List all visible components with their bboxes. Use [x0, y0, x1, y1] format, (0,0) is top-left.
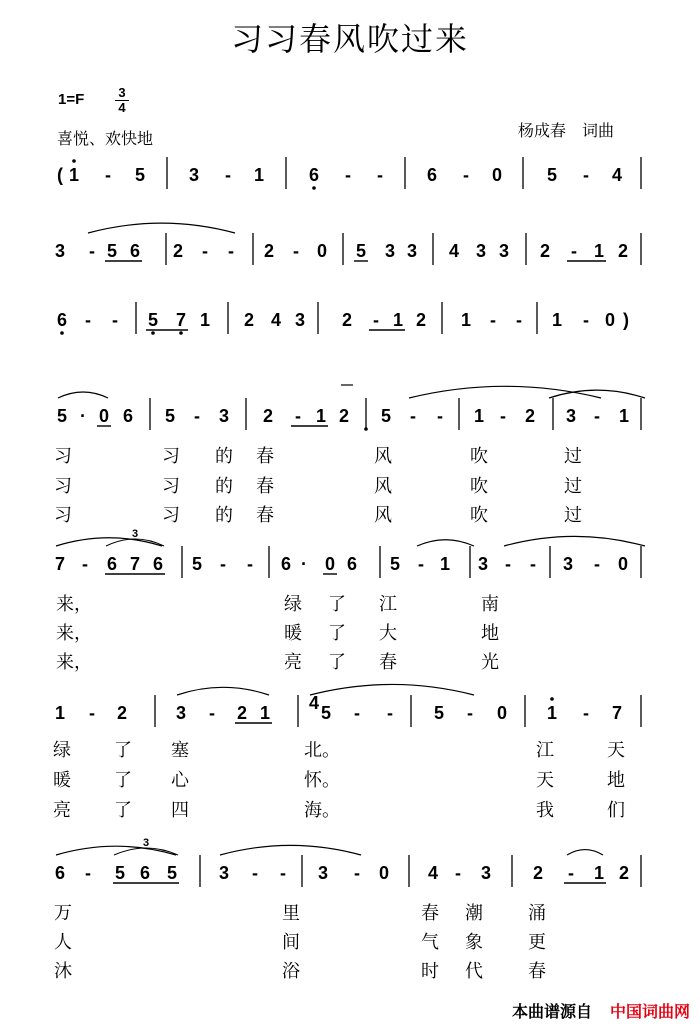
- note: 6: [54, 863, 66, 883]
- note: 0: [378, 863, 390, 883]
- note: 3: [188, 165, 200, 185]
- note: 3: [477, 554, 489, 574]
- note: 0: [604, 310, 616, 330]
- note: 5: [191, 554, 203, 574]
- note-dash: -: [516, 310, 522, 330]
- note: 4: [270, 310, 282, 330]
- lyric-verse-2: [54, 476, 582, 496]
- note-dash: -: [202, 241, 208, 261]
- lyric-syllable: 间: [282, 932, 300, 952]
- note: 6: [346, 554, 358, 574]
- note-dash: -: [505, 554, 511, 574]
- note-dash: -: [418, 554, 424, 574]
- lyric-syllable: 南: [481, 594, 499, 614]
- note: 4: [308, 693, 320, 713]
- lyric-syllable: 习: [162, 476, 180, 496]
- lyric-syllable: 来，: [56, 652, 92, 672]
- note: 7: [611, 703, 623, 723]
- note: 5: [164, 406, 176, 426]
- lyric-syllable: 气: [421, 932, 439, 952]
- lyric-syllable: 沐: [54, 961, 72, 981]
- lyric-syllable: 暖: [284, 623, 302, 643]
- note: 5: [56, 406, 68, 426]
- note: 3: [294, 310, 306, 330]
- note: ·: [301, 554, 307, 574]
- lyric-syllable: 风: [374, 505, 392, 525]
- lyric-syllable: 了: [328, 652, 346, 672]
- note: 2: [539, 241, 551, 261]
- slur: [177, 687, 269, 695]
- note-dash: -: [85, 310, 91, 330]
- lyric-syllable: 来，: [56, 623, 92, 643]
- note: 3: [498, 241, 510, 261]
- note: 2: [172, 241, 184, 261]
- note: 5: [106, 241, 118, 261]
- note-dash: -: [410, 406, 416, 426]
- lyric-verse-2: [54, 932, 546, 952]
- note: 6: [308, 165, 320, 185]
- note-dash: -: [463, 165, 469, 185]
- tuplet-number: 3: [131, 528, 139, 540]
- note: 2: [617, 241, 629, 261]
- score-row-7: [54, 837, 641, 981]
- source-site-link[interactable]: 中国词曲网: [609, 1002, 690, 1021]
- note-dash: -: [583, 703, 589, 723]
- note: 3: [475, 241, 487, 261]
- note: 3: [175, 703, 187, 723]
- lyric-syllable: 了: [328, 594, 346, 614]
- octave-dot-low: [312, 186, 316, 190]
- lyric-syllable: 吹: [470, 476, 488, 496]
- note-dash: -: [252, 863, 258, 883]
- note: 3: [317, 863, 329, 883]
- lyric-syllable: 来，: [56, 594, 92, 614]
- lyric-verse-3: [54, 961, 546, 981]
- note-dash: -: [568, 863, 574, 883]
- note: 2: [338, 406, 350, 426]
- slur: [58, 392, 108, 398]
- note: 3: [406, 241, 418, 261]
- note-dash: -: [594, 554, 600, 574]
- lyric-syllable: 习: [54, 476, 72, 496]
- note: 6: [56, 310, 68, 330]
- note: 2: [243, 310, 255, 330]
- note: 3: [218, 406, 230, 426]
- lyric-syllable: 里: [282, 903, 300, 923]
- lyric-syllable: 春: [256, 505, 274, 525]
- lyric-syllable: 吹: [470, 446, 488, 466]
- slur: [88, 223, 235, 233]
- lyric-syllable: 过: [564, 476, 582, 496]
- lyric-syllable: 风: [374, 476, 392, 496]
- lyric-verse-3: [53, 800, 625, 820]
- note-dash: -: [89, 703, 95, 723]
- lyric-syllable: 亮: [53, 800, 71, 820]
- note: 1: [439, 554, 451, 574]
- lyric-syllable: 天: [607, 740, 625, 760]
- lyric-syllable: 更: [528, 932, 546, 952]
- note: 3: [565, 406, 577, 426]
- note-dash: -: [85, 863, 91, 883]
- lyric-syllable: 大: [379, 623, 397, 643]
- note: 6: [152, 554, 164, 574]
- lyric-syllable: 习: [54, 505, 72, 525]
- note: 5: [134, 165, 146, 185]
- note: 1: [199, 310, 211, 330]
- note-dash: -: [530, 554, 536, 574]
- note-dash: -: [467, 703, 473, 723]
- note: 5: [389, 554, 401, 574]
- note: 7: [54, 554, 66, 574]
- slur: [310, 684, 474, 695]
- score-row-3: [57, 302, 629, 334]
- lyric-syllable: 春: [256, 476, 274, 496]
- note: 0: [491, 165, 503, 185]
- note: 3: [384, 241, 396, 261]
- song-title: 习习春风吹过来: [230, 20, 469, 58]
- octave-dot-low: [60, 331, 64, 335]
- lyric-syllable: 万: [54, 903, 72, 923]
- note-dash: -: [455, 863, 461, 883]
- note: 6: [280, 554, 292, 574]
- octave-dot-low: [364, 427, 368, 431]
- source-credit: [512, 999, 690, 1022]
- note: 5: [320, 703, 332, 723]
- note: 1: [593, 241, 605, 261]
- note: 6: [122, 406, 134, 426]
- lyric-syllable: 地: [607, 770, 625, 790]
- note: 0: [617, 554, 629, 574]
- note: 3: [562, 554, 574, 574]
- tuplet-bracket: [114, 848, 178, 855]
- note-dash: -: [571, 241, 577, 261]
- note: 6: [106, 554, 118, 574]
- note-dash: -: [89, 241, 95, 261]
- note: 6: [426, 165, 438, 185]
- lyric-syllable: 天: [536, 770, 554, 790]
- note: 1: [259, 703, 271, 723]
- note: 2: [524, 406, 536, 426]
- note: 1: [460, 310, 472, 330]
- lyric-verse-2: [56, 623, 499, 643]
- source-prefix: 本曲谱源自: [511, 1002, 592, 1021]
- lyric-verse-3: [54, 505, 582, 525]
- lyricist-composer-credit: 杨成春 词曲: [518, 121, 615, 140]
- note: 2: [341, 310, 353, 330]
- lyric-syllable: 光: [481, 652, 499, 672]
- note-dash: -: [295, 406, 301, 426]
- lyric-syllable: 习: [54, 446, 72, 466]
- lyric-syllable: 们: [607, 800, 625, 820]
- note-dash: -: [583, 165, 589, 185]
- note-dash: -: [82, 554, 88, 574]
- slur: [567, 850, 603, 855]
- note-dash: -: [500, 406, 506, 426]
- note: 2: [262, 406, 274, 426]
- lyric-syllable: 海。: [304, 800, 340, 820]
- note: 1: [392, 310, 404, 330]
- lyric-syllable: 涌: [528, 903, 546, 923]
- lyric-syllable: 绿: [284, 594, 302, 614]
- slur: [417, 540, 474, 546]
- lyric-syllable: 的: [215, 476, 233, 496]
- lyric-syllable: 春: [256, 446, 274, 466]
- lyric-syllable: 了: [328, 623, 346, 643]
- note: 2: [236, 703, 248, 723]
- note: 0: [98, 406, 110, 426]
- note: 1: [54, 703, 66, 723]
- lyric-syllable: 浴: [282, 961, 300, 981]
- lyric-syllable: 地: [481, 623, 499, 643]
- score-row-5: [55, 528, 641, 672]
- note-dash: -: [437, 406, 443, 426]
- lyric-syllable: 春: [379, 652, 397, 672]
- lyric-syllable: 四: [171, 800, 189, 820]
- key-signature: 1=F: [58, 91, 85, 108]
- lyric-syllable: 吹: [470, 505, 488, 525]
- octave-dot-high: [550, 697, 554, 701]
- lyric-syllable: 习: [162, 505, 180, 525]
- note: 1: [546, 703, 558, 723]
- lyric-syllable: 春: [421, 903, 439, 923]
- note: 0: [324, 554, 336, 574]
- lyric-syllable: 潮: [465, 903, 483, 923]
- lyric-syllable: 暖: [53, 770, 71, 790]
- lyric-syllable: 了: [114, 800, 132, 820]
- note: 1: [618, 406, 630, 426]
- note: 4: [448, 241, 460, 261]
- note-dash: -: [583, 310, 589, 330]
- note: 6: [139, 863, 151, 883]
- lyric-syllable: 象: [465, 932, 483, 952]
- lyric-verse-3: [56, 652, 499, 672]
- slur: [220, 845, 361, 855]
- note-dash: -: [490, 310, 496, 330]
- lyric-syllable: 江: [379, 594, 397, 614]
- note-dash: -: [228, 241, 234, 261]
- note: 7: [129, 554, 141, 574]
- note: 5: [147, 310, 159, 330]
- note: 0: [316, 241, 328, 261]
- lyric-syllable: 过: [564, 446, 582, 466]
- lyric-syllable: 怀。: [304, 770, 340, 790]
- note: 7: [175, 310, 187, 330]
- note: 5: [380, 406, 392, 426]
- note: 5: [355, 241, 367, 261]
- bracket: (: [57, 165, 63, 185]
- note-dash: -: [194, 406, 200, 426]
- lyric-syllable: 塞: [171, 740, 189, 760]
- note: 4: [611, 165, 623, 185]
- lyric-syllable: 北。: [304, 740, 340, 760]
- note-dash: -: [377, 165, 383, 185]
- note-dash: -: [594, 406, 600, 426]
- note: 0: [496, 703, 508, 723]
- note-dash: -: [105, 165, 111, 185]
- note-dash: -: [209, 703, 215, 723]
- score-row-2: [55, 233, 641, 265]
- tempo-marking: 喜悦、欢快地: [57, 129, 154, 148]
- note-dash: -: [112, 310, 118, 330]
- lyric-syllable: 的: [215, 446, 233, 466]
- note-dash: -: [354, 863, 360, 883]
- note: 2: [618, 863, 630, 883]
- score-row-4: [54, 398, 641, 525]
- lyric-syllable: 过: [564, 505, 582, 525]
- lyric-syllable: 亮: [284, 652, 302, 672]
- lyric-syllable: 风: [374, 446, 392, 466]
- note: ·: [80, 406, 86, 426]
- lyric-verse-1: [54, 446, 582, 466]
- lyric-syllable: 春: [528, 961, 546, 981]
- note: 1: [593, 863, 605, 883]
- note: 1: [473, 406, 485, 426]
- lyric-syllable: 时: [421, 961, 439, 981]
- score-row-6: [53, 693, 641, 820]
- note-dash: -: [373, 310, 379, 330]
- note: 4: [427, 863, 439, 883]
- time-signature-bottom: 4: [118, 100, 126, 115]
- note-dash: -: [293, 241, 299, 261]
- lyric-syllable: 人: [54, 932, 72, 952]
- slur: [504, 536, 645, 546]
- note: 2: [116, 703, 128, 723]
- lyric-syllable: 我: [536, 800, 554, 820]
- note: 2: [415, 310, 427, 330]
- note: 2: [532, 863, 544, 883]
- note: 1: [315, 406, 327, 426]
- note-dash: -: [345, 165, 351, 185]
- lyric-syllable: 了: [114, 740, 132, 760]
- note-dash: -: [220, 554, 226, 574]
- lyric-syllable: 习: [162, 446, 180, 466]
- bracket: ): [623, 310, 629, 330]
- lyric-verse-2: [53, 770, 625, 790]
- tuplet-number: 3: [142, 837, 150, 849]
- note: 5: [114, 863, 126, 883]
- score-row-1: [57, 157, 641, 189]
- note: 5: [546, 165, 558, 185]
- note-dash: -: [354, 703, 360, 723]
- note-dash: -: [225, 165, 231, 185]
- note: 5: [433, 703, 445, 723]
- lyric-syllable: 的: [215, 505, 233, 525]
- octave-dot-low: [151, 331, 155, 335]
- note: 1: [253, 165, 265, 185]
- note: 5: [166, 863, 178, 883]
- lyric-verse-1: [56, 593, 499, 614]
- octave-dot-high: [72, 159, 76, 163]
- note: 1: [68, 165, 80, 185]
- lyric-syllable: 绿: [53, 740, 71, 760]
- lyric-syllable: 心: [171, 770, 189, 790]
- note-dash: -: [387, 703, 393, 723]
- lyric-syllable: 代: [465, 961, 483, 981]
- note: 3: [218, 863, 230, 883]
- note: 3: [480, 863, 492, 883]
- lyric-syllable: 了: [114, 770, 132, 790]
- lyric-syllable: 江: [536, 740, 554, 760]
- time-signature-top: 3: [118, 85, 126, 100]
- note: 6: [129, 241, 141, 261]
- note: 1: [551, 310, 563, 330]
- lyric-verse-1: [54, 903, 546, 923]
- lyric-verse-1: [53, 740, 625, 760]
- note: 3: [54, 241, 66, 261]
- octave-dot-low: [179, 331, 183, 335]
- note-dash: -: [247, 554, 253, 574]
- note: 2: [263, 241, 275, 261]
- note-dash: -: [280, 863, 286, 883]
